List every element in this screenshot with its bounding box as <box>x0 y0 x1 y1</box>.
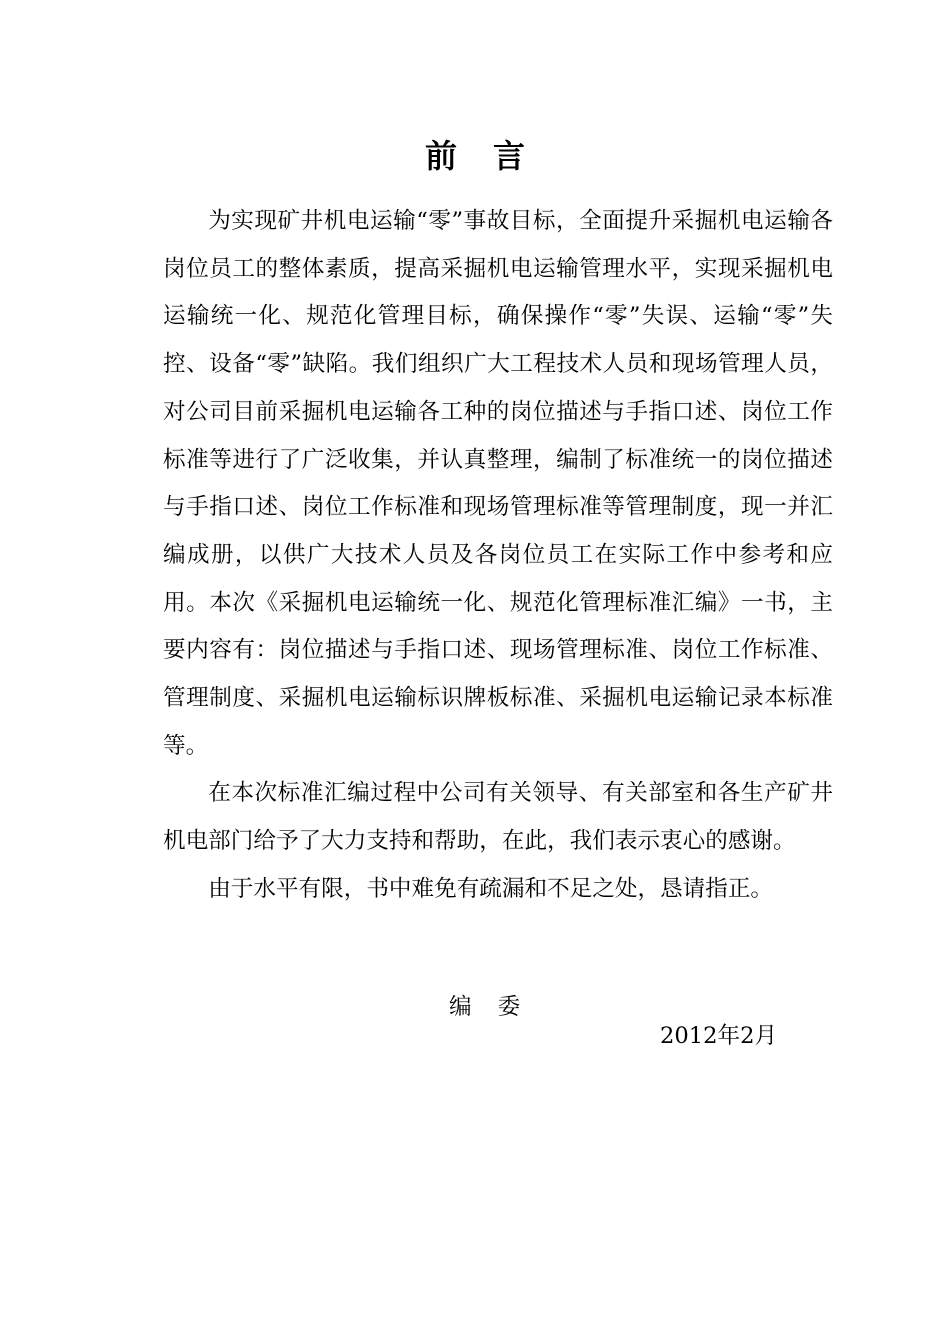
preface-body <box>163 198 833 914</box>
page-title <box>0 132 950 180</box>
paragraph-1: 为实现矿井机电运输“零”事故目标，全面提升采掘机电运输各岗位员工的整体素质，提高采掘机电运输管理水平，实现采掘机电运输统一化、规范化管理目标，确保操作“零”失误、运输“零”失控、设备“零”缺陷。我们组织广大工程技术人员和现场管理人员，对公司目前采掘机电运输各工种的岗位描述与手指口述、岗位工作标准等进行了广泛收集，并认真整理，编制了标准统一的岗位描述与手指口述、岗位工作标准和现场管理标准等管理制度，现一并汇编成册，以供广大技术人员及各岗位员工在实际工作中参考和应用。本次《采掘机电运输统一化、规范化管理标准汇编》一书，主要内容有：岗位描述与手指口述、现场管理标准、岗位工作标准、管理制度、采掘机电运输标识牌板标准、采掘机电运输记录本标准等。 <box>163 208 833 759</box>
title-char-1: 前 <box>424 137 457 175</box>
signature <box>449 990 520 1024</box>
signature-char-2: 委 <box>497 994 521 1020</box>
title-char-2: 言 <box>493 137 526 175</box>
signature-char-1: 编 <box>449 994 472 1020</box>
date: 2012年2月 <box>660 1023 778 1049</box>
paragraph-2: 在本次标准汇编过程中公司有关领导、有关部室和各生产矿井机电部门给予了大力支持和帮助，在此，我们表示衷心的感谢。 <box>163 780 833 855</box>
paragraph-3: 由于水平有限，书中难免有疏漏和不足之处，恳请指正。 <box>208 875 774 902</box>
